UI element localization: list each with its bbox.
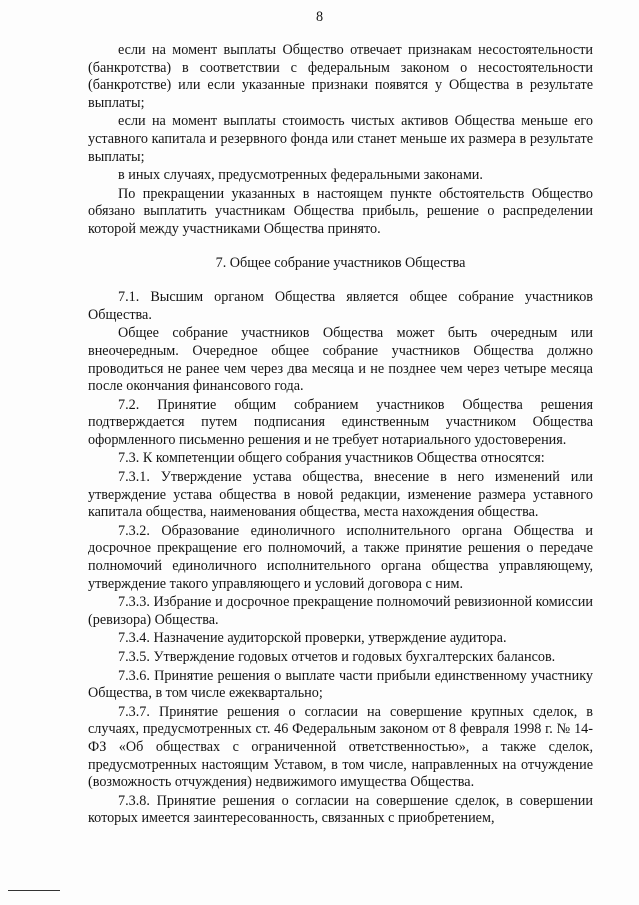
footer-rule [8, 890, 60, 891]
paragraph-7-3-5: 7.3.5. Утверждение годовых отчетов и годовых бухгалтерских балансов. [118, 649, 556, 665]
paragraph-other-cases: в иных случаях, предусмотренных федеральными законами. [118, 167, 483, 184]
paragraph-7-2: 7.2. Принятие общим собранием участников Общества решения подтверждается путем подписания единственным участником Общества оформленного письменно решения и не требует нотариального удостоверения. [88, 396, 593, 448]
paragraph-7-3-3: 7.3.3. Избрание и досрочное прекращение полномочий ревизионной комиссии (ревизора) Общества. [88, 594, 593, 628]
paragraph-insolvency-condition: если на момент выплаты Общество отвечает признакам несостоятельности (банкротства) в соответствии с федеральным законом о несостоятельности (банкротстве) или если указанные признаки появятся у Общества в результате выплаты; [88, 42, 593, 111]
paragraph-meeting-types: Общее собрание участников Общества может быть очередным или внеочередным. Очередное общее собрание участников Общества должно проводиться не ранее чем через два месяца и не позднее чем через четыре месяца после окончания финансового года. [88, 325, 593, 395]
paragraph-7-1: 7.1. Высшим органом Общества является общее собрание участников Общества. [88, 289, 593, 323]
paragraph-7-3-4: 7.3.4. Назначение аудиторской проверки, утверждение аудитора. [118, 630, 507, 647]
paragraph-7-3-7: 7.3.7. Принятие решения о согласии на совершение крупных сделок, в случаях, предусмотренных ст. 46 Федеральным законом от 8 февраля 1998 г. № 14-ФЗ «Об обществах с ограниченной ответственностью», а также сделок, предусмотренных настоящим Уставом, в том числе, направленных на отчуждение (возможность отчуждения) недвижимого имущества Общества. [88, 703, 593, 791]
paragraph-7-3-1: 7.3.1. Утверждение устава общества, внесение в него изменений или утверждение устава общества в новой редакции, изменение размера уставного капитала общества, наименования общества, места нахождения общества. [88, 469, 593, 521]
paragraph-net-assets-condition: если на момент выплаты стоимость чистых активов Общества меньше его уставного капитала и резервного фонда или станет меньше их размера в результате выплаты; [88, 113, 593, 165]
section-heading: 7. Общее собрание участников Общества [215, 254, 466, 271]
paragraph-profit-payment-obligation: По прекращении указанных в настоящем пункте обстоятельств Общество обязано выплатить участникам Общества прибыль, решение о распределении которой между участниками Общества принято. [88, 185, 593, 237]
document-body [88, 42, 593, 829]
paragraph-7-3-2: 7.3.2. Образование единоличного исполнительного органа Общества и досрочное прекращение его полномочий, а также принятие решения о передаче полномочий единоличного исполнительного органа общества управляющему, утверждение такого управляющего и условий договора с ним. [88, 522, 593, 592]
paragraph-7-3: 7.3. К компетенции общего собрания участников Общества относятся: [118, 450, 545, 467]
paragraph-7-3-6: 7.3.6. Принятие решения о выплате части прибыли единственному участнику Общества, в том числе ежеквартально; [88, 667, 593, 702]
paragraph-7-3-8: 7.3.8. Принятие решения о согласии на совершение сделок, в совершении которых имеется заинтересованность, связанных с приобретением, [88, 792, 593, 827]
page-number: 8 [315, 9, 324, 25]
